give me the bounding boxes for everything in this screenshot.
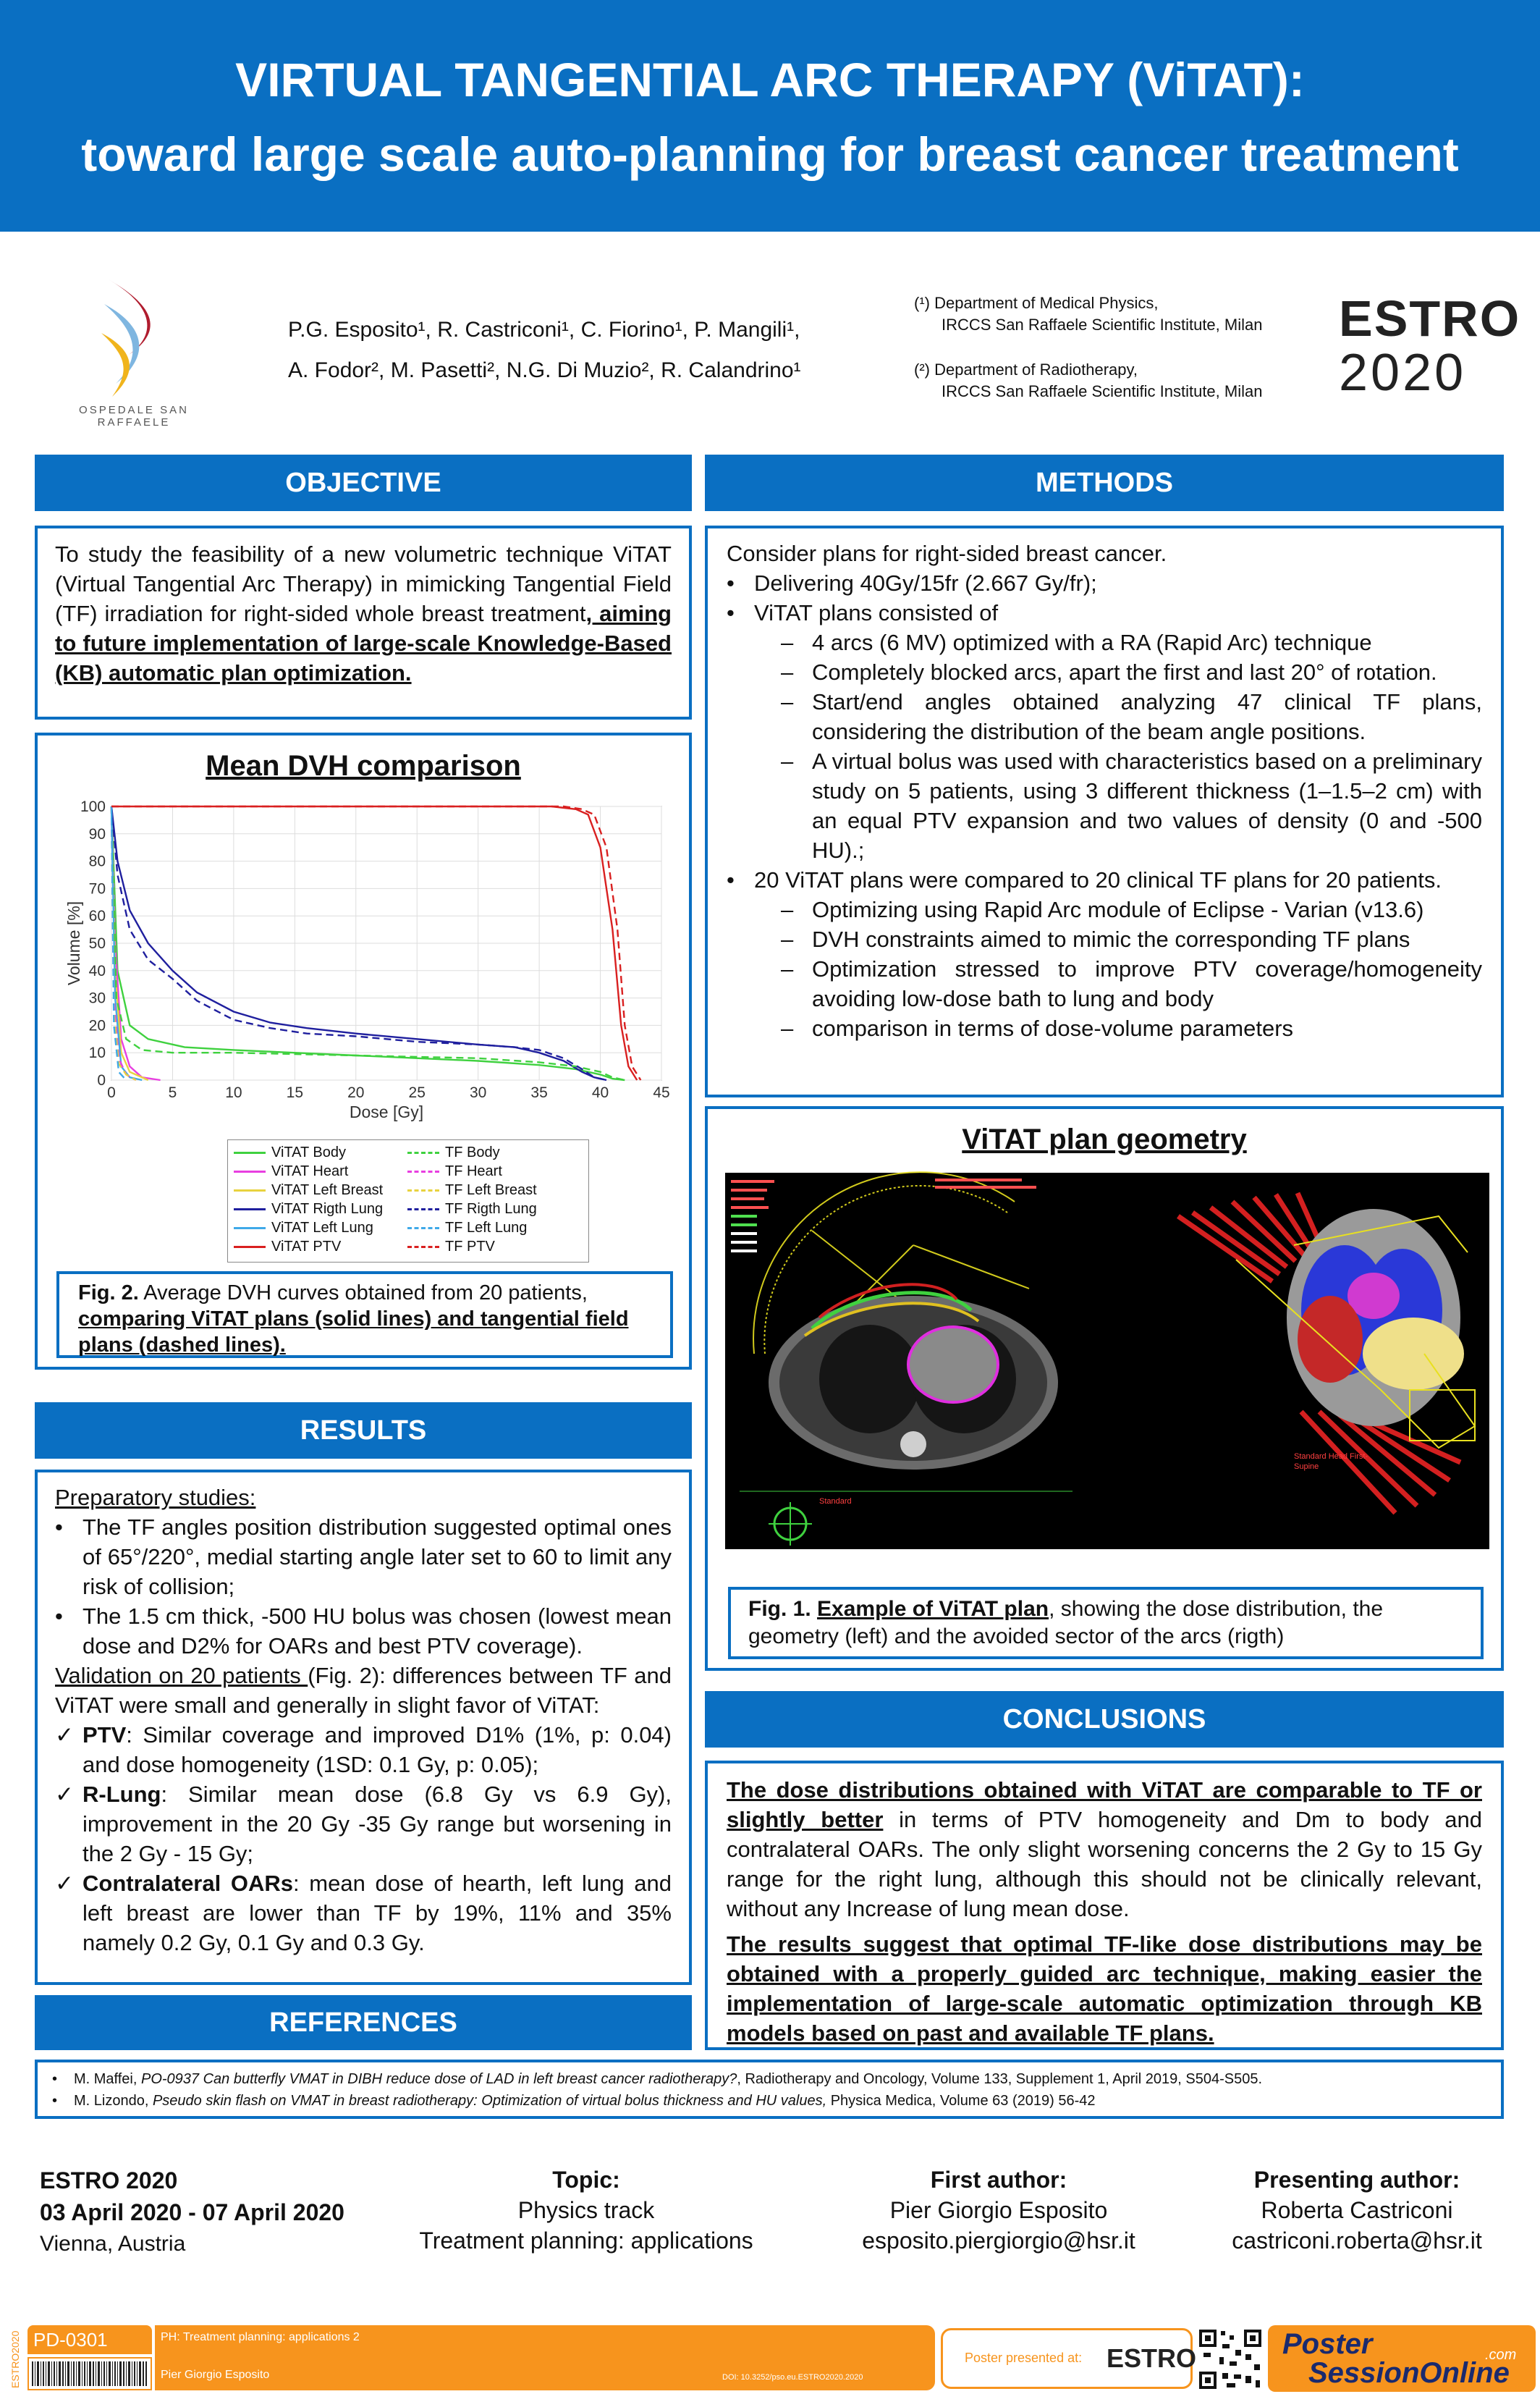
dvh-box — [35, 733, 692, 1370]
qr-code-icon — [1198, 2328, 1263, 2390]
authors-line-2: A. Fodor², M. Pasetti², N.G. Di Muzio², R. Calandrino¹ — [288, 358, 801, 382]
check-item-oars: ✓ Contralateral OARs: mean dose of hearth, left lung and left breast are lower than TF by 19%, 11% and 35% namely 0.2 Gy, 0.1 Gy and 0.3 Gy. — [55, 1868, 672, 1957]
affiliations — [914, 292, 1319, 402]
first-author-email[interactable]: esposito.piergiorgio@hsr.it — [862, 2227, 1135, 2254]
methods-item: – DVH constraints aimed to mimic the corresponding TF plans — [727, 924, 1482, 954]
reference-1: • M. Maffei, PO-0937 Can butterfly VMAT in DIBH reduce dose of LAD in left breast cancer radiotherapy?, Radiotherapy and Oncology, Volume 133, Supplement 1, April 2019, S504-S505. — [52, 2071, 1263, 2087]
y-tick-label: 70 — [88, 880, 106, 898]
title-line-2: toward large scale auto-planning for breast cancer treatment — [81, 127, 1459, 181]
dvh-chart — [64, 793, 674, 1155]
x-tick-label: 35 — [530, 1084, 548, 1101]
session-bar — [155, 2325, 935, 2390]
doi: DOI: 10.3252/pso.eu.ESTRO2020.2020 — [722, 2373, 863, 2382]
bullet-icon: • — [727, 867, 735, 893]
check-icon: ✓ — [55, 1782, 74, 1807]
methods-item: • ViTAT plans consisted of — [727, 598, 1482, 628]
dvh-title: Mean DVH comparison — [206, 750, 521, 782]
check-item-rlung: ✓ R-Lung: Similar mean dose (6.8 Gy vs 6.9 Gy), improvement in the 20 Gy -35 Gy range but worsening in the 2 Gy - 15 Gy; — [55, 1779, 672, 1868]
objective-header: OBJECTIVE — [35, 455, 692, 511]
legend-swatch — [407, 1246, 439, 1248]
topic-info: Topic: Physics track Treatment planning: applications — [419, 2167, 753, 2254]
methods-item: – Start/end angles obtained analyzing 47 clinical TF plans, considering the distribution of the beam angle positions. — [727, 687, 1482, 746]
legend-swatch — [407, 1152, 439, 1154]
y-tick-label: 60 — [88, 908, 106, 925]
dash-icon: – — [781, 956, 794, 982]
session-name: PH: Treatment planning: applications 2 — [161, 2331, 360, 2343]
estro-logo-text: ESTRO — [1339, 290, 1521, 347]
estro-logo-year: 2020 — [1339, 344, 1467, 402]
poster-code: PD-0301 — [28, 2325, 152, 2354]
dash-icon: – — [781, 897, 794, 922]
methods-item: • 20 ViTAT plans were compared to 20 clinical TF plans for 20 patients. — [727, 865, 1482, 895]
bullet-icon: • — [727, 570, 735, 596]
legend-swatch — [407, 1208, 439, 1210]
methods-list — [727, 568, 1482, 1043]
title-line-1: VIRTUAL TANGENTIAL ARC THERAPY (ViTAT): — [235, 53, 1305, 106]
first-author-info: First author: Pier Giorgio Esposito esposito.piergiorgio@hsr.it — [818, 2165, 1180, 2256]
conclusions-header: CONCLUSIONS — [705, 1691, 1504, 1748]
x-tick-label: 45 — [653, 1084, 670, 1101]
legend-entry: TF Heart — [407, 1163, 502, 1180]
methods-intro: Consider plans for right-sided breast cancer. — [727, 541, 1167, 566]
legend-swatch — [407, 1227, 439, 1229]
legend-entry: ViTAT Left Breast — [234, 1182, 383, 1199]
check-icon: ✓ — [55, 1722, 74, 1748]
arc-geometry-icon — [1091, 1173, 1489, 1549]
legend-entry: ViTAT PTV — [234, 1239, 341, 1255]
x-tick-label: 20 — [347, 1084, 365, 1101]
legend-swatch — [234, 1246, 266, 1248]
results-header: RESULTS — [35, 1402, 692, 1459]
conclusions-box — [705, 1761, 1504, 2050]
barcode-icon — [28, 2357, 152, 2390]
x-tick-label: 30 — [469, 1084, 487, 1101]
side-label: ESTRO2020 — [9, 2330, 21, 2388]
x-tick-label: 40 — [591, 1084, 609, 1101]
conclusion-para-1: The dose distributions obtained with ViTAT are comparable to TF or slightly better in terms of PTV homogeneity and Dm to body and contralateral OARs. The only slight worsening concerns the 2 Gy to 15 Gy range for the right lung, although this should not be clinically relevant, without any Increase of lung mean dose. — [727, 1777, 1482, 1921]
methods-item: – A virtual bolus was used with characteristics based on a preliminary study on 5 patients, using 3 different thickness (1–1.5–2 cm) with an equal PTV expansion and two values of density (0 and -500 HU).; — [727, 746, 1482, 865]
presenting-author-email[interactable]: castriconi.roberta@hsr.it — [1232, 2227, 1482, 2254]
y-tick-label: 50 — [88, 935, 106, 952]
affiliation-1: (¹) Department of Medical Physics, IRCCS San Raffaele Scientific Institute, Milan — [914, 294, 1263, 334]
dash-icon: – — [781, 659, 794, 685]
hospital-name: OSPEDALE SAN RAFFAELE — [79, 404, 189, 429]
y-tick-label: 30 — [88, 990, 106, 1007]
dash-icon: – — [781, 927, 794, 952]
methods-box — [705, 526, 1504, 1097]
session-author: Pier Giorgio Esposito — [161, 2369, 270, 2381]
y-tick-label: 20 — [88, 1017, 106, 1034]
y-tick-label: 100 — [80, 798, 106, 815]
dvh-legend — [227, 1139, 589, 1263]
ct-overlay-label: Standard — [819, 1497, 852, 1506]
ribbon-logo-icon — [43, 275, 224, 398]
poster-session-online-logo[interactable]: Poster SessionOnline .com — [1268, 2325, 1536, 2392]
geometry-title: ViTAT plan geometry — [962, 1124, 1247, 1155]
legend-swatch — [234, 1227, 266, 1229]
y-tick-label: 0 — [97, 1072, 106, 1089]
estro-small-logo: ESTRO — [1107, 2343, 1197, 2373]
legend-entry: ViTAT Rigth Lung — [234, 1201, 383, 1218]
methods-item: – comparison in terms of dose-volume parameters — [727, 1013, 1482, 1043]
x-tick-label: 15 — [286, 1084, 304, 1101]
dash-icon: – — [781, 630, 794, 655]
legend-swatch — [234, 1189, 266, 1192]
presenting-author-info: Presenting author: Roberta Castriconi castriconi.roberta@hsr.it — [1180, 2165, 1534, 2256]
methods-header: METHODS — [705, 455, 1504, 511]
x-tick-label: 25 — [408, 1084, 426, 1101]
fig1-caption: Fig. 1. Example of ViTAT plan, showing the dose distribution, the geometry (left) and the avoided sector of the arcs (rigth) — [728, 1587, 1484, 1659]
prep-item-1: • The TF angles position distribution suggested optimal ones of 65°/220°, medial starting angle later set to 60 to limit any risk of collision; — [55, 1514, 672, 1599]
reference-2: • M. Lizondo, Pseudo skin flash on VMAT in breast radiotherapy: Optimization of virtual bolus thickness and HU values, Physica Medica, Volume 63 (2019) 56-42 — [52, 2093, 1096, 2109]
legend-entry: ViTAT Heart — [234, 1163, 348, 1180]
y-axis-label: Volume [%] — [64, 901, 83, 986]
legend-entry: ViTAT Body — [234, 1145, 346, 1161]
ct-dose-image — [725, 1173, 1091, 1549]
legend-entry: TF Left Lung — [407, 1220, 527, 1236]
results-box — [35, 1470, 692, 1985]
validation-text: Validation on 20 patients (Fig. 2): differences between TF and ViTAT were small and generally in slight favor of ViTAT: — [55, 1663, 672, 1718]
title-banner — [0, 0, 1540, 232]
y-tick-label: 90 — [88, 825, 106, 843]
legend-swatch — [234, 1171, 266, 1173]
prep-studies-title: Preparatory studies: — [55, 1485, 256, 1510]
methods-item: – Optimization stressed to improve PTV coverage/homogeneity avoiding low-dose bath to lung and body — [727, 954, 1482, 1013]
legend-swatch — [407, 1171, 439, 1173]
affiliation-2: (²) Department of Radiotherapy, IRCCS San Raffaele Scientific Institute, Milan — [914, 361, 1263, 400]
x-tick-label: 10 — [225, 1084, 242, 1101]
prep-item-2: • The 1.5 cm thick, -500 HU bolus was chosen (lowest mean dose and D2% for OARs and best PTV coverage). — [55, 1603, 672, 1658]
legend-swatch — [407, 1189, 439, 1192]
authors — [288, 310, 881, 391]
authors-line-1: P.G. Esposito¹, R. Castriconi¹, C. Fiorino¹, P. Mangili¹, — [288, 318, 800, 342]
legend-entry: TF PTV — [407, 1239, 495, 1255]
geometry-box — [705, 1106, 1504, 1671]
legend-swatch — [234, 1208, 266, 1210]
references-box — [35, 2060, 1504, 2119]
x-axis-label: Dose [Gy] — [349, 1103, 424, 1121]
methods-item: – Completely blocked arcs, apart the first and last 20° of rotation. — [727, 657, 1482, 687]
y-tick-label: 10 — [88, 1045, 106, 1062]
methods-item: • Delivering 40Gy/15fr (2.667 Gy/fr); — [727, 568, 1482, 598]
references-header: REFERENCES — [35, 1995, 692, 2050]
conclusion-para-2: The results suggest that optimal TF-like dose distributions may be obtained with a properly guided arc technique, making easier the implementation of large-scale automatic optimization through KB models based on past and available TF plans. — [727, 1931, 1482, 2046]
geometry-3d-image — [1091, 1173, 1489, 1549]
legend-swatch — [234, 1152, 266, 1154]
ct-slice-icon — [725, 1173, 1091, 1549]
check-item-ptv: ✓ PTV: Similar coverage and improved D1% (1%, p: 0.04) and dose homogeneity (1SD: 0.1 Gy, p: 0.05); — [55, 1720, 672, 1779]
methods-item: – Optimizing using Rapid Arc module of Eclipse - Varian (v13.6) — [727, 895, 1482, 924]
bottom-bar — [0, 2322, 1540, 2394]
objective-text: To study the feasibility of a new volumetric technique ViTAT (Virtual Tangential Arc Therapy) in mimicking Tangential Field (TF) irradiation for right-sided whole breast treatment, aiming to future implementation of large-scale Knowledge-Based (KB) automatic plan optimization. — [55, 541, 672, 686]
dash-icon: – — [781, 689, 794, 715]
legend-entry: TF Body — [407, 1145, 500, 1161]
estro-2020-logo — [1339, 290, 1521, 409]
geometry-overlay-label: Standard Head First-Supine — [1294, 1452, 1368, 1471]
objective-box — [35, 526, 692, 720]
fig2-caption: Fig. 2. Average DVH curves obtained from 20 patients, comparing ViTAT plans (solid lines) and tangential field plans (dashed lines). — [56, 1271, 673, 1358]
dash-icon: – — [781, 749, 794, 774]
dash-icon: – — [781, 1016, 794, 1041]
x-tick-label: 0 — [107, 1084, 116, 1101]
bullet-icon: • — [727, 600, 735, 625]
y-tick-label: 80 — [88, 853, 106, 870]
presented-at-box: Poster presented at: ESTRO — [941, 2328, 1193, 2389]
check-icon: ✓ — [55, 1871, 74, 1896]
conference-info: ESTRO 2020 03 April 2020 - 07 April 2020 Vienna, Austria — [40, 2167, 344, 2256]
legend-entry: TF Rigth Lung — [407, 1201, 537, 1218]
y-tick-label: 40 — [88, 962, 106, 979]
methods-item: – 4 arcs (6 MV) optimized with a RA (Rapid Arc) technique — [727, 628, 1482, 657]
x-tick-label: 5 — [168, 1084, 177, 1101]
legend-entry: ViTAT Left Lung — [234, 1220, 373, 1236]
san-raffaele-logo — [43, 275, 224, 427]
legend-entry: TF Left Breast — [407, 1182, 537, 1199]
